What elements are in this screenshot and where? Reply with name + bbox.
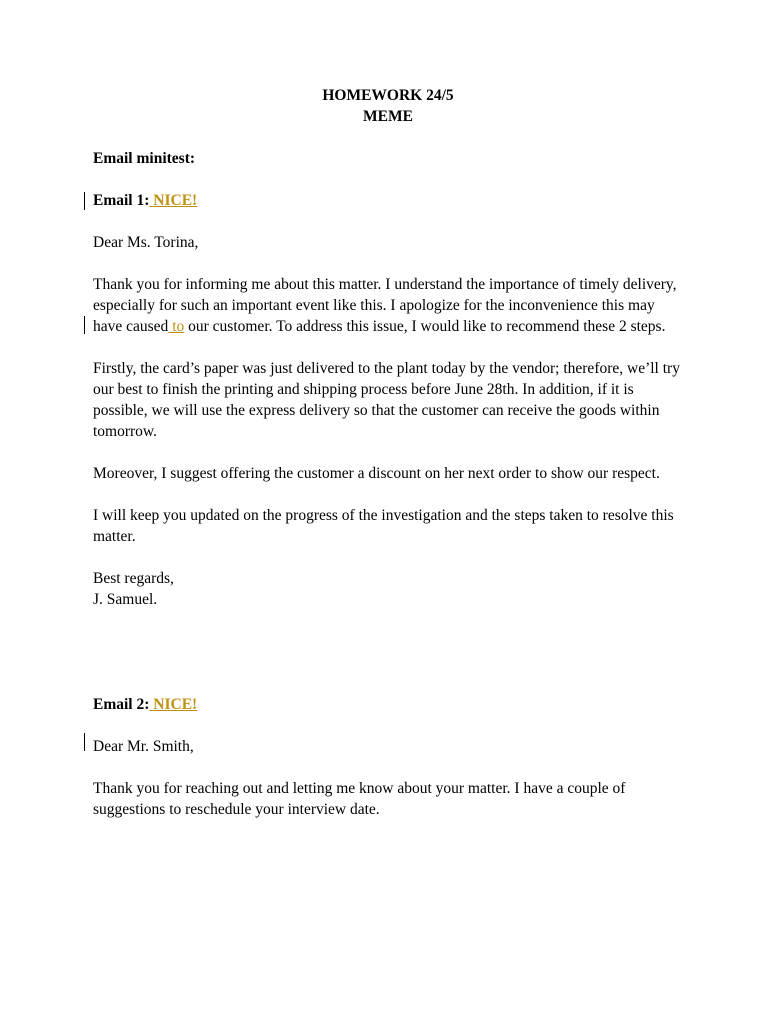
- change-bar-email1: [84, 192, 85, 210]
- email2-heading: [93, 694, 683, 715]
- change-bar-paragraph: [84, 316, 85, 334]
- email1-p1-text-rest: our customer. To address this issue, I would like to recommend these 2 steps.: [184, 318, 666, 335]
- email2-label: Email 2:: [93, 696, 150, 713]
- email1-label: Email 1:: [93, 192, 150, 209]
- email2-comment: NICE!: [149, 696, 198, 713]
- email1-paragraph-1: [93, 274, 683, 337]
- email1-signature: J. Samuel.: [93, 591, 158, 608]
- section-label: Email minitest:: [93, 150, 196, 167]
- document-subtitle: MEME: [363, 108, 413, 125]
- email1-greeting: Dear Ms. Torina,: [93, 234, 199, 251]
- document-page: [93, 85, 683, 820]
- document-title: HOMEWORK 24/5: [322, 87, 454, 104]
- email2-paragraph-1: Thank you for reaching out and letting me know about your matter. I have a couple of suggestions to reschedule your interview date.: [93, 780, 626, 818]
- email1-closing: Best regards,: [93, 570, 174, 587]
- email2-greeting: Dear Mr. Smith,: [93, 738, 194, 755]
- email1-p1-insertion: to: [168, 318, 185, 335]
- email1-p1-text: Thank you for informing me about this matter. I understand the importance of timely delivery, especially for such an important event like this. I apologize for the inconvenience this may have caused: [93, 276, 677, 335]
- email1-paragraph-4: I will keep you updated on the progress of the investigation and the steps taken to resolve this matter.: [93, 507, 674, 545]
- email1-paragraph-2: Firstly, the card’s paper was just delivered to the plant today by the vendor; therefore, we’ll try our best to finish the printing and shipping process before June 28th. In addition, if it is possible, we will use the express delivery so that the customer can receive the goods within tomorrow.: [93, 360, 680, 440]
- email1-heading: [93, 190, 683, 211]
- email1-comment: NICE!: [149, 192, 198, 209]
- email1-paragraph-3: Moreover, I suggest offering the customer a discount on her next order to show our respect.: [93, 465, 660, 482]
- change-bar-email2: [84, 733, 85, 751]
